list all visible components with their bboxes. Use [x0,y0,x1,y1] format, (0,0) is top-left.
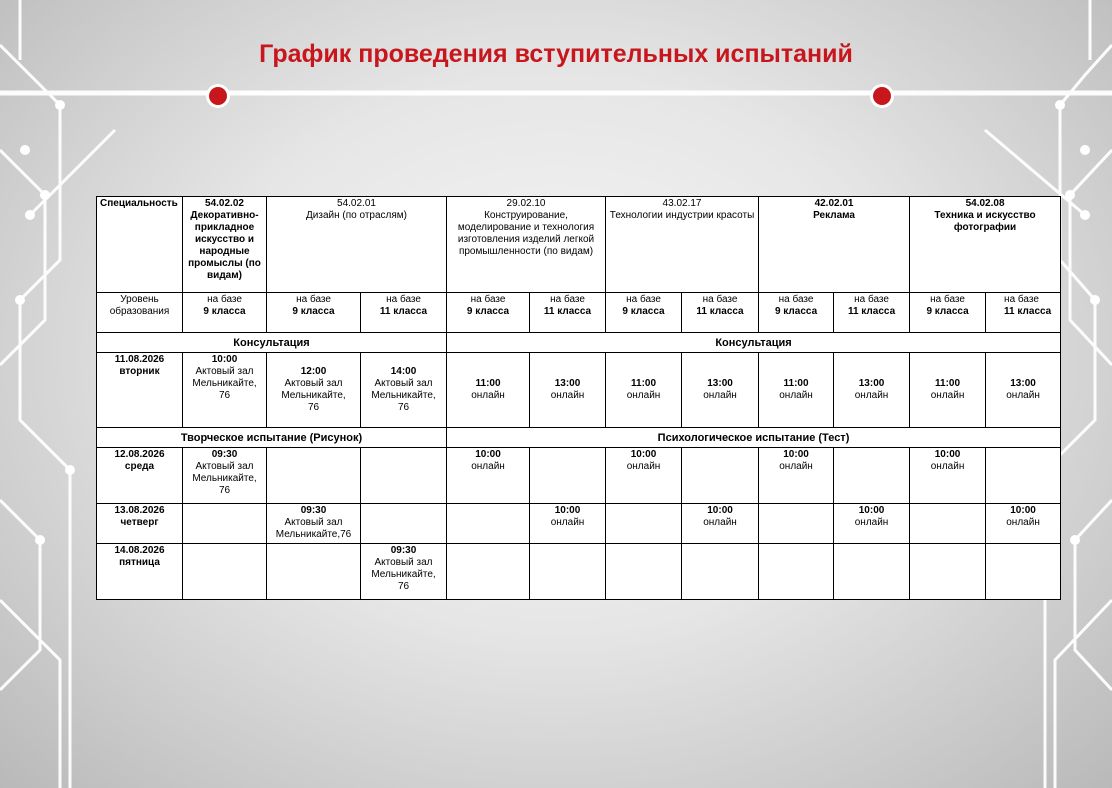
base-prefix: на базе [702,294,738,305]
slot-time: 09:30 [300,505,327,516]
slot-time: 11:00 [631,378,657,389]
base-prefix: на базе [1004,294,1039,305]
slot-cell [361,544,447,600]
slot-time: 10:00 [783,449,809,460]
slot-cell [910,448,986,504]
table-row [97,448,1061,504]
grade-11: 11 класса [696,306,744,317]
section-consultation: Консультация [447,333,1061,353]
slot-addr: Мельникайте,76 [275,529,352,540]
specialty-cell [183,197,267,293]
slot-addr: Мельникайте, [371,569,436,580]
slot-time: 11:00 [935,378,961,389]
empty-cell [606,504,682,544]
slot-online: онлайн [626,461,661,472]
slot-num: 76 [218,485,231,496]
slot-time: 13:00 [858,378,885,389]
slot-online: онлайн [1006,390,1040,401]
specialty-code: 29.02.10 [506,198,546,209]
slot-addr: Мельникайте, [281,390,346,401]
day-weekday: пятница [119,557,160,568]
slot-time: 14:00 [390,366,417,377]
slot-time: 13:00 [1010,378,1036,389]
grade-11: 11 класса [379,306,428,317]
slot-cell [447,353,530,428]
slot-place: Актовый зал [374,557,433,568]
slot-cell [183,448,267,504]
slot-online: онлайн [779,461,813,472]
empty-cell [986,448,1061,504]
slot-time: 10:00 [1010,505,1036,516]
slot-time: 11:00 [783,378,809,389]
slot-cell [606,353,682,428]
slot-online: онлайн [471,461,505,472]
table-row [97,353,1061,428]
slot-cell [682,504,759,544]
specialty-header-row [97,197,1061,293]
slot-addr: Мельникайте, [192,378,257,389]
level-cell [682,293,759,333]
base-prefix: на базе [550,294,585,305]
slot-cell [759,353,834,428]
specialty-code: 43.02.17 [662,198,702,209]
slot-cell [267,504,361,544]
base-prefix: на базе [930,294,965,305]
slot-time: 09:30 [390,545,417,556]
grade-9: 9 класса [292,306,335,317]
slot-addr: Мельникайте, [371,390,436,401]
slot-online: онлайн [550,517,585,528]
slot-place: Актовый зал [195,461,254,472]
slot-time: 10:00 [858,505,885,516]
specialty-code: 54.02.08 [965,198,1005,209]
slot-cell [361,353,447,428]
slot-cell [759,448,834,504]
empty-cell [530,544,606,600]
level-label: Уровень образования [97,293,183,333]
grade-9: 9 класса [466,306,510,317]
grade-11: 11 класса [847,306,896,317]
level-cell [834,293,910,333]
empty-cell [682,544,759,600]
empty-cell [361,504,447,544]
slot-time: 13:00 [707,378,733,389]
level-cell [910,293,986,333]
slot-time: 11:00 [475,378,501,389]
day-date: 13.08.2026 [114,505,165,516]
specialty-name: Дизайн (по отраслям) [306,210,407,221]
section-consultation: Консультация [97,333,447,353]
day-cell [97,544,183,600]
slot-time: 10:00 [630,449,657,460]
slot-cell [530,353,606,428]
section-creative: Творческое испытание (Рисунок) [97,428,447,448]
slot-time: 10:00 [475,449,501,460]
level-cell [361,293,447,333]
slot-time: 10:00 [934,449,961,460]
specialty-cell [267,197,447,293]
specialty-code: 54.02.01 [337,198,376,209]
slot-num: 76 [397,581,410,592]
level-cell [530,293,606,333]
slot-time: 10:00 [707,505,733,516]
base-prefix: на базе [854,294,889,305]
level-row [97,293,1061,333]
level-cell [759,293,834,333]
level-cell [986,293,1061,333]
slot-online: онлайн [1006,517,1040,528]
grade-11: 11 класса [1004,306,1052,317]
slot-online: онлайн [471,390,505,401]
empty-cell [183,544,267,600]
slot-time: 10:00 [211,354,238,365]
slot-time: 09:30 [211,449,238,460]
slot-time: 12:00 [300,366,327,377]
empty-cell [759,504,834,544]
slot-num: 76 [307,402,320,413]
slot-cell [447,448,530,504]
base-prefix: на базе [207,294,242,305]
slot-num: 76 [397,402,410,413]
empty-cell [834,544,910,600]
schedule-table [96,196,1061,600]
day-weekday: среда [124,461,155,472]
slot-cell [986,504,1061,544]
specialty-label: Специальность [97,197,183,293]
slot-online: онлайн [854,390,889,401]
day-date: 11.08.2026 [114,354,165,365]
slot-cell [986,353,1061,428]
slot-time: 13:00 [554,378,581,389]
empty-cell [447,544,530,600]
section-row [97,333,1061,353]
slot-time: 10:00 [554,505,581,516]
slot-num: 76 [218,390,231,401]
empty-cell [447,504,530,544]
base-prefix: на базе [386,294,421,305]
specialty-cell [910,197,1061,293]
specialty-name: Техника и искусство фотографии [934,210,1036,233]
day-date: 14.08.2026 [114,545,165,556]
base-prefix: на базе [470,294,506,305]
table-row [97,504,1061,544]
slot-cell [682,353,759,428]
grade-9: 9 класса [774,306,818,317]
slot-online: онлайн [703,517,737,528]
specialty-code: 42.02.01 [814,198,854,209]
slot-place: Актовый зал [195,366,254,377]
day-cell [97,353,183,428]
empty-cell [267,448,361,504]
slot-addr: Мельникайте, [192,473,257,484]
specialty-code: 54.02.02 [205,198,244,209]
empty-cell [530,448,606,504]
day-cell [97,448,183,504]
day-weekday: четверг [120,517,159,528]
empty-cell [834,448,910,504]
level-cell [183,293,267,333]
slot-cell [267,353,361,428]
specialty-name: Декоративно-прикладное искусство и народные промыслы (по видам) [188,210,261,281]
grade-9: 9 класса [926,306,969,317]
day-date: 12.08.2026 [114,449,165,460]
level-cell [267,293,361,333]
slot-place: Актовый зал [374,378,433,389]
empty-cell [267,544,361,600]
empty-cell [986,544,1061,600]
empty-cell [759,544,834,600]
page-title: График проведения вступительных испытаний [259,40,853,68]
empty-cell [682,448,759,504]
empty-cell [361,448,447,504]
table-row [97,544,1061,600]
specialty-cell [447,197,606,293]
level-cell [606,293,682,333]
slot-cell [910,353,986,428]
slot-cell [834,504,910,544]
slot-online: онлайн [550,390,585,401]
slot-online: онлайн [930,461,965,472]
base-prefix: на базе [296,294,331,305]
slot-online: онлайн [779,390,813,401]
slot-cell [606,448,682,504]
slot-online: онлайн [854,517,889,528]
specialty-cell [759,197,910,293]
specialty-cell [606,197,759,293]
empty-cell [910,504,986,544]
day-weekday: вторник [119,366,160,377]
slot-online: онлайн [930,390,965,401]
empty-cell [910,544,986,600]
base-prefix: на базе [778,294,814,305]
specialty-name: Реклама [813,210,855,221]
slot-place: Актовый зал [284,378,343,389]
empty-cell [183,504,267,544]
grade-11: 11 класса [543,306,592,317]
slot-online: онлайн [703,390,737,401]
slot-cell [183,353,267,428]
slot-cell [530,504,606,544]
level-cell [447,293,530,333]
slot-cell [834,353,910,428]
specialty-name: Конструирование, моделирование и технология изготовления изделий легкой промышленности (по видам) [457,210,595,257]
slot-place: Актовый зал [284,517,343,528]
empty-cell [606,544,682,600]
specialty-name: Технологии индустрии красоты [609,210,755,221]
section-psych: Психологическое испытание (Тест) [447,428,1061,448]
day-cell [97,504,183,544]
slot-online: онлайн [626,390,661,401]
section-row [97,428,1061,448]
base-prefix: на базе [626,294,661,305]
grade-9: 9 класса [622,306,665,317]
grade-9: 9 класса [203,306,246,317]
